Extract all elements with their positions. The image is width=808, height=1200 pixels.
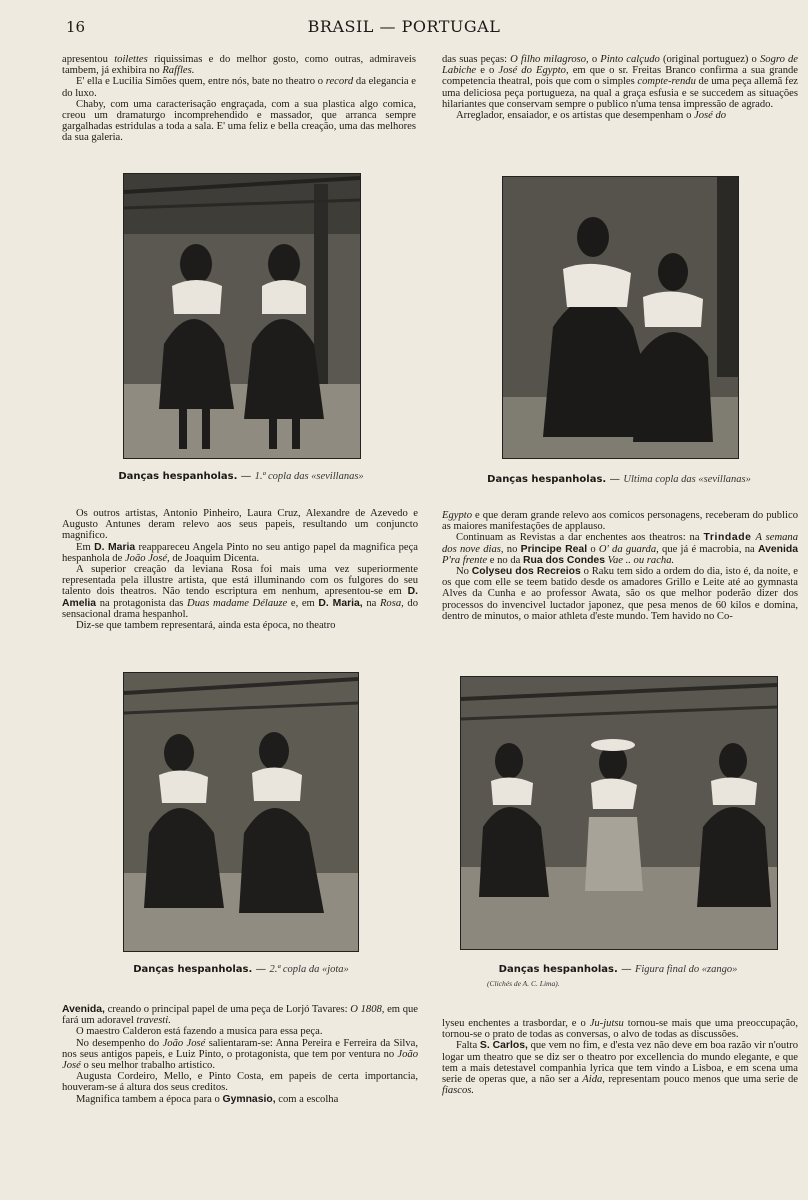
caption-photo-2: Danças hespanholas. — Ultima copla das «sevillanas» <box>487 473 751 485</box>
running-title: BRASIL — PORTUGAL <box>307 17 501 36</box>
photo-sevillanas-last-copla <box>502 176 739 459</box>
page-header <box>0 14 808 40</box>
photo-jota-second-copla <box>123 672 359 952</box>
middle-left-column: Os outros artistas, Antonio Pinheiro, Laura Cruz, Alexandre de Azevedo e Augusto Antunes deram relevo aos seus papeis, resultando um conjuncto magnifico. Em D. Maria reappareceu Angela Pinto no seu antigo papel da magnifica peça hespanhola de João José, de Joaquim Dicenta. A superior creação da leviana Rosa foi mais uma vez superiormente representada pela illustre artista, que está illuminando com os fulgores do seu talento dois theatros. Não tendo escriptura em nenhum, apresentou-se em D. Amelia na protagonista das Duas madame Délauze e, em D. Maria, na Rosa, do sensacional drama hespanhol. Diz-se que tambem representará, ainda esta época, no theatro <box>62 508 419 632</box>
caption-photo-3: Danças hespanholas. — 2.ª copla da «jota» <box>133 963 349 975</box>
top-left-column: apresentou toilettes riquissimas e do melhor gosto, como outras, admiraveis tambem, já exhibira no Raffles. E' ella e Lucilia Simões quem, entre nós, bate no theatro o record da elegancia e do luxo. Chaby, com uma caracterisação engraçada, com a sua plastica algo comica, creou um dramaturgo incomprehendido e massador, que arranca sempre gargalhadas estridulas a toda a sala. E' uma feliz e bella creação, uma das melhores da sua galeria. <box>62 54 416 144</box>
caption-photo-4: Danças hespanholas. — Figura final do «zango» <box>498 963 738 975</box>
page-number: 16 <box>66 18 86 36</box>
caption-photo-1: Danças hespanholas. — 1.ª copla das «sevillanas» <box>118 470 364 482</box>
photo-sevillanas-first-copla <box>123 173 361 459</box>
middle-right-column: Egypto e que deram grande relevo aos comicos personagens, receberam do publico as maiores manifestações de applauso. Continuam as Revistas a dar enchentes aos theatros: na Trindade A semana dos nove dias, no Principe Real o O' da guarda, que já é macrobia, na Avenida P'ra frente e no da Rua dos Condes Vae .. ou racha. No Colyseu dos Recreios o Raku tem sido a ordem do dia, isto é, da noite, e os que com elle se teem batido desde os amadores Grillo e Leite até ao gymnasta Alves da Cunha e ao professor Awata, são os que melhor poderão dizer dos processos do invencivel luctador japonez, que pesa menos de 60 kilos e domina, dentro de minutos, o maior athleta d'este mundo. Tem havido no Co- <box>442 510 799 622</box>
bottom-right-column: lyseu enchentes a trasbordar, e o Ju-jutsu tornou-se mais que uma preoccupação, tornou-se o prato de todas as conversas, o alvo de todas as discussões. Falta S. Carlos, que vem no fim, e d'esta vez não deve em boa razão vir n'outro logar um theatro que se diz ser o theatro por excellencia do mundo elegante, e que tem a mais detestavel companhia lyrica que tem vindo a Lisboa, e em scena uma serie de operas que, a não ser a Aida, representam pouco menos que uma serie de fiascos. <box>442 1018 798 1097</box>
top-right-column: das suas peças: O filho milagroso, o Pinto calçudo (original portuguez) o Sogro de Labiche e o José do Egypto, em que o sr. Freitas Branco confirma a sua grande competencia theatral, pois que com o simples compte-rendu de uma peça allemã fez uma deliciosa peça portugueza, na qual a graça esfusia e se succedem as situações hilariantes que conservam sempre o publico n'uma tensa impressão de agrado. Arreglador, ensaiador, e os artistas que desempenham o José do <box>442 54 798 122</box>
bottom-left-column: Avenida, creando o principal papel de uma peça de Lorjó Tavares: O 1808, em que fará um adoravel travesti. O maestro Calderon está fazendo a musica para essa peça. No desempenho do João José salientaram-se: Anna Pereira e Ferreira da Silva, nos seus antigos papeis, e Luiz Pinto, o protagonista, que tem por ventura no João José o seu melhor trabalho artistico. Augusta Cordeiro, Mello, e Pinto Costa, em papeis de certa importancia, houveram-se á altura dos seus creditos. Magnifica tambem a época para o Gymnasio, com a escolha <box>62 1004 419 1105</box>
photo-zango-final-figure <box>460 676 778 950</box>
photo-credit: (Clichés de A. C. Lima). <box>487 979 560 988</box>
